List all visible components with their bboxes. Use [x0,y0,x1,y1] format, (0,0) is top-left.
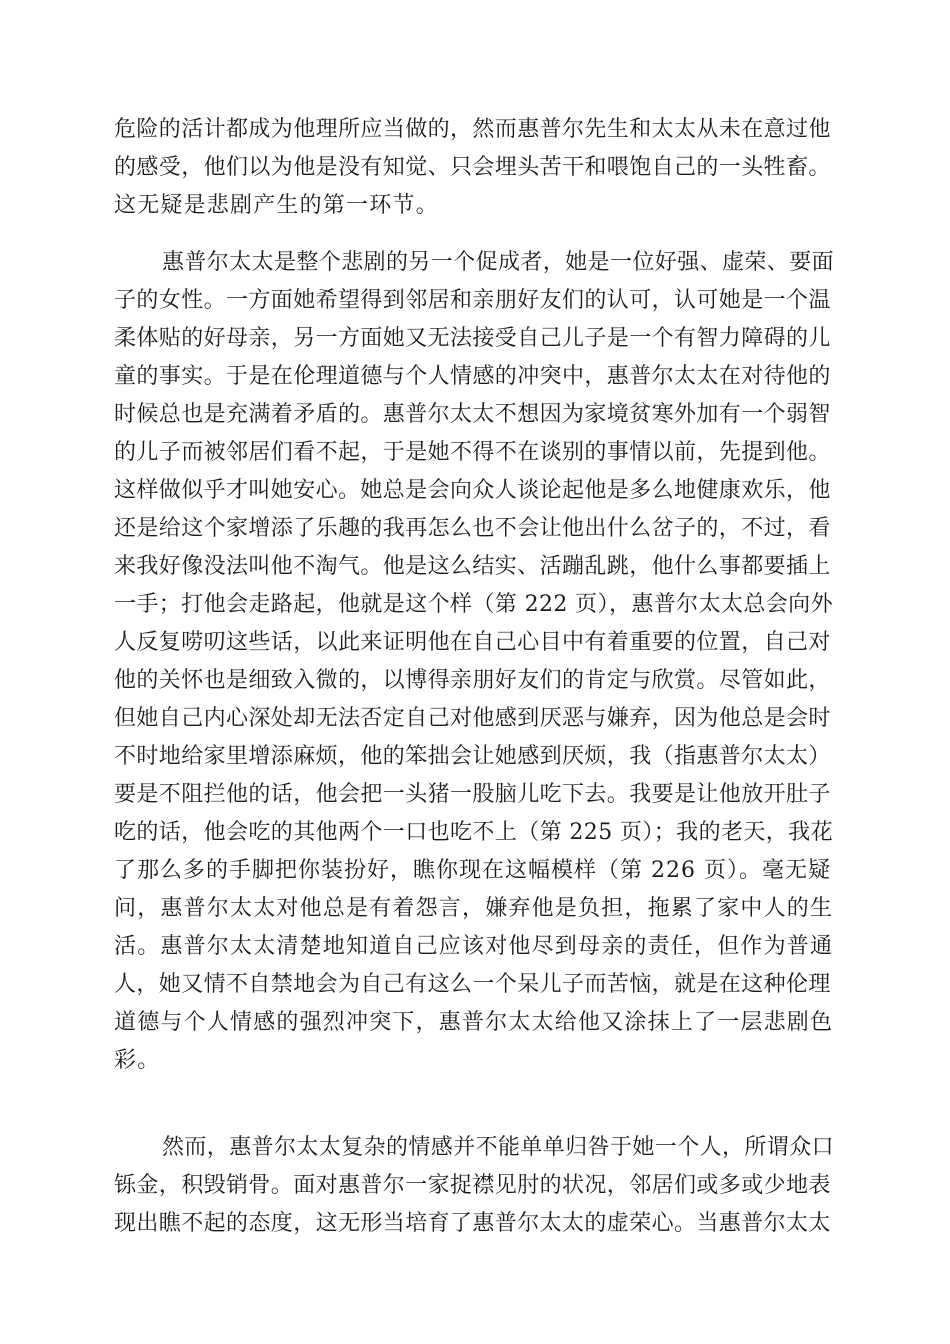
text-line: 现出瞧不起的态度，这无形当培育了惠普尔太太的虚荣心。当惠普尔太太 [114,1211,831,1236]
text-line: 不时地给家里增添麻烦，他的笨拙会让她感到厌烦，我（指惠普尔太太） [114,744,831,769]
text-line: 人，她又情不自禁地会为自己有这么一个呆儿子而苦恼，就是在这种伦理 [114,972,831,997]
text-line: 柔体贴的好母亲，另一方面她又无法接受自己儿子是一个有智力障碍的儿 [114,326,831,351]
text-line: 的儿子而被邻居们看不起，于是她不得不在谈别的事情以前，先提到他。 [114,440,831,465]
text-line: 然而，惠普尔太太复杂的情感并不能单单归咎于她一个人，所谓众口 [162,1135,835,1160]
text-line: 活。惠普尔太太清楚地知道自己应该对他尽到母亲的责任，但作为普通 [114,934,834,959]
text-line: 来我好像没法叫他不淘气。他是这么结实、活蹦乱跳，他什么事都要插上 [114,554,831,579]
text-line: 彩。 [114,1048,161,1073]
paragraph-3 [114,1129,834,1243]
text-line: 人反复唠叨这些话，以此来证明他在自己心目中有着重要的位置，自己对 [114,630,831,655]
text-line: 道德与个人情感的强烈冲突下，惠普尔太太给他又涂抹上了一层悲剧色 [114,1010,834,1035]
text-line: 惠普尔太太是整个悲剧的另一个促成者，她是一位好强、虚荣、要面 [162,250,835,275]
paragraph-2 [114,244,834,1080]
text-line: 铄金，积毁销骨。面对惠普尔一家捉襟见肘的状况，邻居们或多或少地表 [114,1173,831,1198]
text-line: 的感受，他们以为他是没有知觉、只会埋头苦干和喂饱自己的一头牲畜。 [114,155,831,180]
text-line: 一手；打他会走路起，他就是这个样（第 222 页），惠普尔太太总会向外 [114,592,833,617]
text-line: 吃的话，他会吃的其他两个一口也吃不上（第 225 页）；我的老天，我花 [114,820,833,845]
text-line: 童的事实。于是在伦理道德与个人情感的冲突中，惠普尔太太在对待他的 [114,364,831,389]
text-line: 子的女性。一方面她希望得到邻居和亲朋好友们的认可，认可她是一个温 [114,288,831,313]
text-line: 了那么多的手脚把你装扮好，瞧你现在这幅模样（第 226 页）。毫无疑 [114,858,831,883]
text-line: 但她自己内心深处却无法否定自己对他感到厌恶与嫌弃，因为他总是会时 [114,706,831,731]
text-line: 时候总也是充满着矛盾的。惠普尔太太不想因为家境贫寒外加有一个弱智 [114,402,831,427]
text-line: 这样做似乎才叫她安心。她总是会向众人谈论起他是多么地健康欢乐，他 [114,478,831,503]
text-line: 危险的活计都成为他理所应当做的，然而惠普尔先生和太太从未在意过他 [114,117,831,142]
text-line: 这无疑是悲剧产生的第一环节。 [114,193,439,218]
text-line: 还是给这个家增添了乐趣的我再怎么也不会让他出什么岔子的，不过，看 [114,516,831,541]
paragraph-1 [114,111,834,225]
text-line: 问，惠普尔太太对他总是有着怨言，嫌弃他是负担，拖累了家中人的生 [114,896,834,921]
text-line: 要是不阻拦他的话，他会把一头猪一股脑儿吃下去。我要是让他放开肚子 [114,782,831,807]
text-line: 他的关怀也是细致入微的，以博得亲朋好友们的肯定与欣赏。尽管如此， [114,668,831,693]
